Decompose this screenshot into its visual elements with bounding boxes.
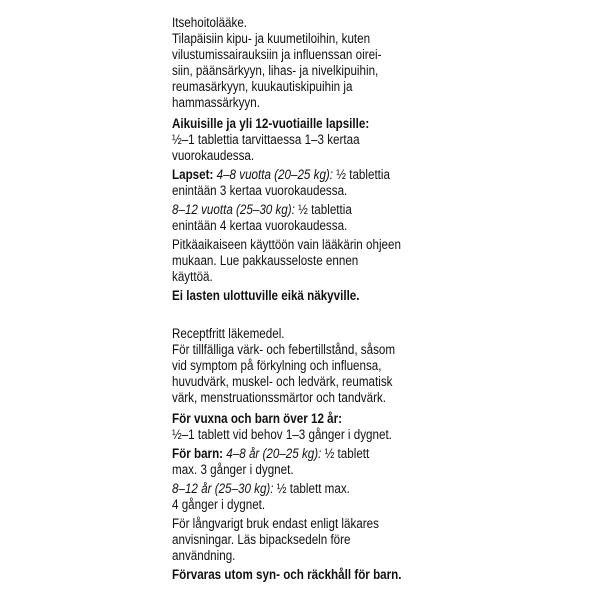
swedish-children-dose-2b: 4 gånger i dygnet. [172, 497, 266, 513]
finnish-intro-line: hammassärkyyn. [172, 95, 260, 111]
swedish-adults-dosage [172, 411, 410, 443]
finnish-intro-line: siin, päänsärkyyn, lihas- ja nivelkipuihin, [172, 63, 379, 79]
swedish-children-dose-1b: max. 3 gånger i dygnet. [172, 462, 294, 478]
finnish-adults-dose-line: vuorokaudessa. [172, 148, 255, 164]
finnish-intro-line: Tilapäisiin kipu- ja kuumetiloihin, kuten [172, 31, 371, 47]
finnish-long-term-line: mukaan. Lue pakkausseloste ennen [172, 253, 359, 269]
swedish-intro-line: vid symptom på förkylning och influensa, [172, 358, 382, 374]
swedish-long-term-line: För långvarigt bruk endast enligt läkares [172, 516, 379, 532]
finnish-children-label: Lapset: [172, 167, 214, 183]
swedish-intro [172, 326, 410, 406]
finnish-warning: Ei lasten ulottuville eikä näkyville. [172, 288, 360, 304]
swedish-adults-dose: ½–1 tablett vid behov 1–3 gånger i dygnet. [172, 427, 392, 443]
finnish-long-term-line: Pitkäaikaiseen käyttöön vain lääkärin ohjeen [172, 237, 401, 253]
swedish-children-age-2: 8–12 år (25–30 kg): [172, 481, 274, 497]
finnish-children-dose-1b: enintään 3 kertaa vuorokaudessa. [172, 183, 348, 199]
finnish-adults-dose-line: ½–1 tablettia tarvittaessa 1–3 kertaa [172, 132, 360, 148]
swedish-children-line [172, 446, 410, 462]
swedish-long-term-line: anvisningar. Läs bipacksedeln före [172, 532, 351, 548]
finnish-children-line [172, 167, 410, 183]
swedish-children-label: För barn: [172, 446, 224, 462]
finnish-intro-line: reumasärkyyn, kuukautiskipuihin ja [172, 79, 353, 95]
medicine-label-text [172, 15, 410, 586]
swedish-adults-heading: För vuxna och barn över 12 år: [172, 411, 343, 427]
swedish-children-dosage-2 [172, 481, 410, 513]
finnish-children-age-1: 4–8 vuotta (20–25 kg): [216, 167, 334, 183]
finnish-intro [172, 15, 410, 111]
finnish-intro-line: Itsehoitolääke. [172, 15, 248, 31]
finnish-adults-dosage [172, 116, 410, 164]
swedish-warning: Förvaras utom syn- och räckhåll för barn. [172, 567, 402, 583]
finnish-children-dosage-2 [172, 202, 410, 234]
swedish-children-line [172, 481, 410, 497]
finnish-warning-block [172, 288, 410, 304]
swedish-intro-line: Receptfritt läkemedel. [172, 326, 285, 342]
finnish-long-term-line: käyttöä. [172, 269, 213, 285]
swedish-children-dose-2a: ½ tablett max. [276, 481, 350, 497]
finnish-intro-line: vilustumissairauksiin ja influenssan oirei- [172, 47, 382, 63]
swedish-children-dosage-1 [172, 446, 410, 478]
finnish-children-dose-2a: ½ tablettia [298, 202, 352, 218]
finnish-children-dose-1a: ½ tablettia [336, 167, 390, 183]
finnish-children-age-2: 8–12 vuotta (25–30 kg): [172, 202, 295, 218]
finnish-long-term [172, 237, 410, 285]
finnish-children-line [172, 202, 410, 218]
finnish-children-dosage-1 [172, 167, 410, 199]
swedish-intro-line: huvudvärk, muskel- och ledvärk, reumatisk [172, 374, 393, 390]
swedish-children-age-1: 4–8 år (20–25 kg): [226, 446, 322, 462]
swedish-children-dose-1a: ½ tablett [324, 446, 370, 462]
swedish-long-term-line: användning. [172, 548, 236, 564]
swedish-intro-line: För tillfälliga värk- och febertillstånd, såsom [172, 342, 396, 358]
finnish-children-dose-2b: enintään 4 kertaa vuorokaudessa. [172, 218, 348, 234]
finnish-adults-heading: Aikuisille ja yli 12-vuotiaille lapsille: [172, 116, 370, 132]
swedish-long-term [172, 516, 410, 564]
swedish-warning-block [172, 567, 410, 583]
swedish-intro-line: värk, menstruationssmärtor och tandvärk. [172, 390, 387, 406]
